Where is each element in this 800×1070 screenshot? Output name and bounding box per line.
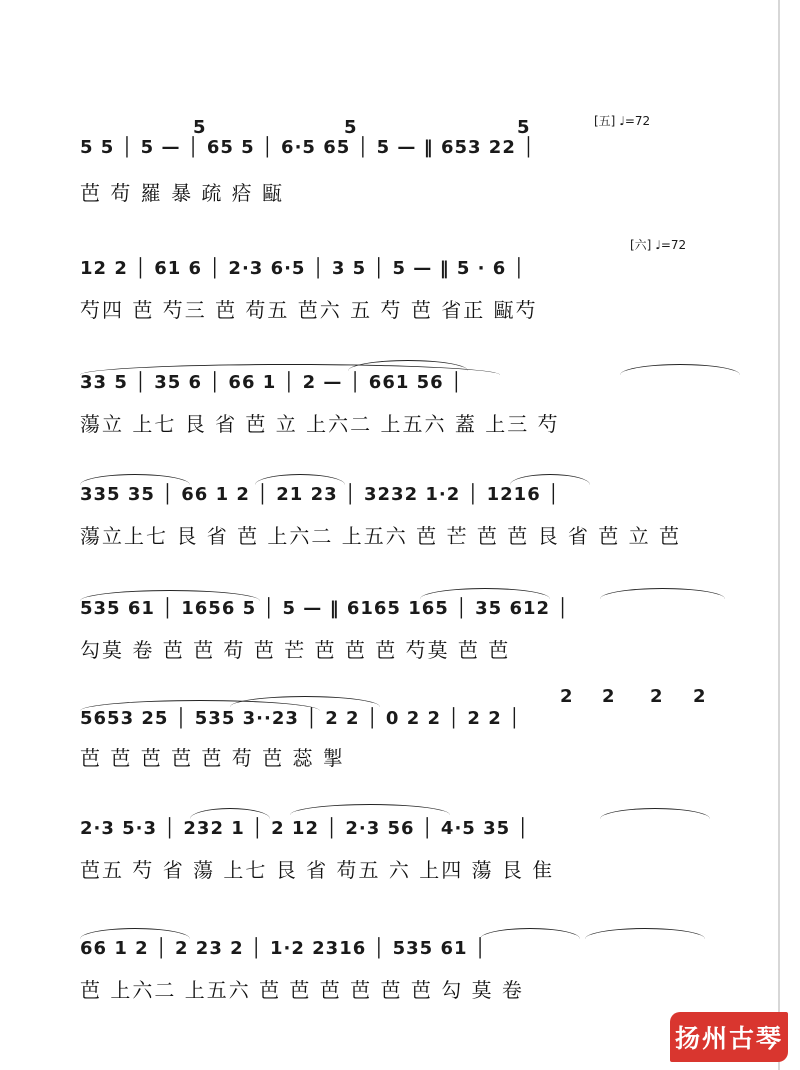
slur bbox=[348, 360, 468, 371]
tempo-label: ♩=72 bbox=[619, 114, 651, 128]
jianzi-tablature: 蕩立 上七 艮 省 芭 立 上六二 上五六 蓋 上三 芍 bbox=[80, 412, 560, 436]
jianpu-notes: 33 5 │ 35 6 │ 66 1 │ 2 — │ 661 56 │ bbox=[80, 372, 463, 393]
jianzi-tablature: 蕩立上七 艮 省 芭 上六二 上五六 芭 芒 芭 芭 艮 省 芭 立 芭 bbox=[80, 524, 682, 548]
jianzi-tablature: 勾莫 卷 芭 芭 苟 芭 芒 芭 芭 芭 芍莫 芭 芭 bbox=[80, 638, 511, 662]
slur bbox=[290, 804, 450, 815]
jianpu-notes: 2·3 5·3 │ 232 1 │ 2 12 │ 2·3 56 │ 4·5 35 │ bbox=[80, 818, 530, 839]
section-label: [五] bbox=[594, 114, 616, 128]
jianzi-tablature: 芭 上六二 上五六 芭 芭 芭 芭 芭 芭 勾 莫 卷 bbox=[80, 978, 524, 1002]
jianzi-tablature: 芭五 芍 省 蕩 上七 艮 省 苟五 六 上四 蕩 艮 隹 bbox=[80, 858, 555, 882]
slur bbox=[230, 696, 380, 707]
watermark-logo: 扬州古琴 bbox=[670, 1012, 788, 1062]
jianzi-tablature: 芭 芭 芭 芭 芭 苟 芭 蕊 掣 bbox=[80, 746, 345, 770]
jianpu-notes: 5 5 │ 5 — │ 65 5 │ 6·5 65 │ 5 — ‖ 653 22 │ bbox=[80, 137, 535, 158]
section-marker-6 bbox=[630, 236, 686, 253]
jianpu-notes: 66 1 2 │ 2 23 2 │ 1·2 2316 │ 535 61 │ bbox=[80, 938, 487, 959]
upper-note: 5 bbox=[344, 117, 357, 138]
upper-note: 2 bbox=[650, 686, 663, 707]
jianpu-notes: 5653 25 │ 535 3··23 │ 2 2 │ 0 2 2 │ 2 2 │ bbox=[80, 708, 521, 729]
upper-note: 2 bbox=[693, 686, 706, 707]
upper-note: 2 bbox=[560, 686, 573, 707]
page-edge bbox=[778, 0, 780, 1070]
upper-note: 5 bbox=[193, 117, 206, 138]
section-marker-5 bbox=[594, 112, 650, 129]
tempo-label: ♩=72 bbox=[655, 238, 687, 252]
upper-note: 5 bbox=[517, 117, 530, 138]
jianzi-tablature: 芭 苟 羅 暴 疏 㾑 甌 bbox=[80, 181, 285, 205]
jianpu-notes: 335 35 │ 66 1 2 │ 21 23 │ 3232 1·2 │ 1216 │ bbox=[80, 484, 560, 505]
jianpu-notes: 12 2 │ 61 6 │ 2·3 6·5 │ 3 5 │ 5 — ‖ 5 · 6 │ bbox=[80, 258, 526, 279]
section-label: [六] bbox=[630, 238, 652, 252]
jianpu-notes: 535 61 │ 1656 5 │ 5 — ‖ 6165 165 │ 35 612 │ bbox=[80, 598, 570, 619]
upper-note: 2 bbox=[602, 686, 615, 707]
jianzi-tablature: 芍四 芭 芍三 芭 苟五 芭六 五 芍 芭 省正 甌芍 bbox=[80, 298, 538, 322]
